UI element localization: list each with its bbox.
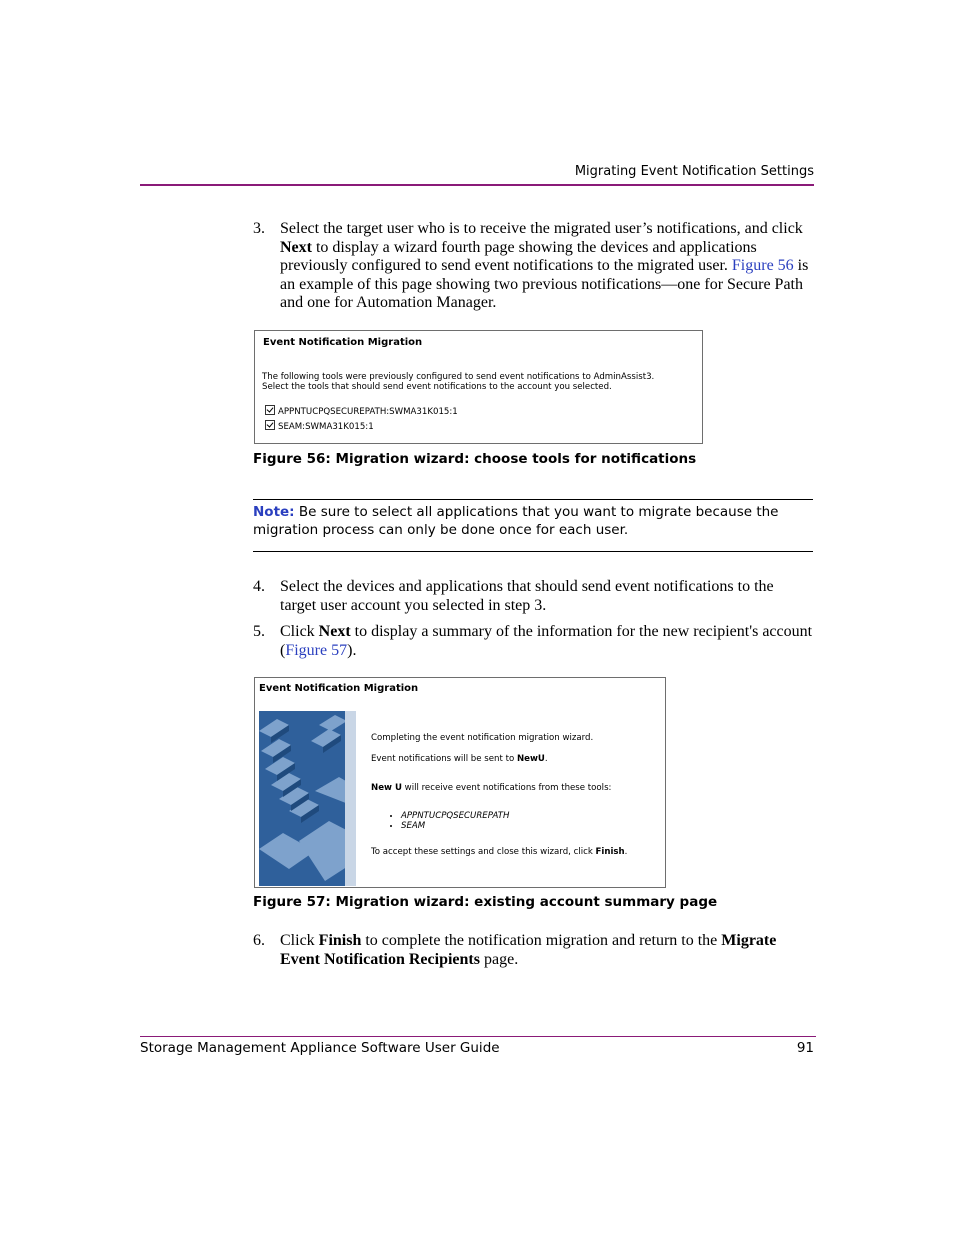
figure-56-link[interactable]: Figure 56 xyxy=(731,257,794,275)
wizard-intro-line: Select the tools that should send event notifications to the account you selected. xyxy=(262,382,612,392)
step-bold: Migrate Event Notification Recipients xyxy=(280,932,777,968)
page-number: 91 xyxy=(796,1040,814,1056)
wizard-intro-line: The following tools were previously configured to send event notifications to AdminAssist3. xyxy=(262,372,655,382)
summary-text: To accept these settings and close this wizard, click xyxy=(371,847,596,857)
summary-line: Completing the event notification migration wizard. xyxy=(371,733,594,743)
recipient-name: NewU xyxy=(516,754,545,764)
summary-line xyxy=(371,847,627,857)
figure-56-screenshot xyxy=(254,330,703,444)
tool-label: SEAM:SWMA31K015:1 xyxy=(278,422,374,432)
figure-57-caption: Figure 57: Migration wizard: existing account summary page xyxy=(253,894,718,910)
wizard-title: Event Notification Migration xyxy=(259,683,419,694)
recipient-name: New U xyxy=(371,783,402,793)
checkbox-checked-icon[interactable] xyxy=(265,405,275,415)
wizard-banner-image xyxy=(259,711,356,886)
step-text: Click xyxy=(280,932,319,949)
note xyxy=(253,504,813,539)
step-bold: Next xyxy=(280,238,312,256)
step-3 xyxy=(253,220,813,313)
tool-checkbox-row[interactable] xyxy=(265,405,458,417)
step-bold: Finish xyxy=(318,932,362,949)
tool-label: APPNTUCPQSECUREPATH:SWMA31K015:1 xyxy=(278,407,458,417)
tool-checkbox-row[interactable] xyxy=(265,420,374,432)
figure-57-link[interactable]: Figure 57 xyxy=(285,641,348,659)
note-bottom-rule xyxy=(253,551,813,552)
note-label: Note: xyxy=(253,504,295,520)
step-text: to complete the notification migration and return to the xyxy=(361,932,722,949)
tool-list xyxy=(371,811,509,832)
figure-56-caption: Figure 56: Migration wizard: choose tools for notifications xyxy=(253,451,697,467)
step-number: 3. xyxy=(253,220,265,237)
step-5 xyxy=(253,623,813,660)
stairs-graphic-icon xyxy=(259,711,356,886)
note-text: Be sure to select all applications that you want to migrate because the migration process can only be done once for each user. xyxy=(253,504,779,538)
note-top-rule xyxy=(253,499,813,500)
step-number: 6. xyxy=(253,932,265,949)
step-4 xyxy=(253,578,813,615)
step-text: Click xyxy=(280,623,319,640)
step-text: page. xyxy=(479,950,519,968)
figure-57-screenshot xyxy=(254,677,666,888)
header-rule xyxy=(140,184,814,186)
summary-text: will receive event notifications from these tools: xyxy=(401,783,612,793)
summary-text: . xyxy=(624,847,628,857)
step-number: 5. xyxy=(253,623,265,640)
summary-line xyxy=(371,754,548,764)
list-item: • APPNTUCPQSECUREPATH xyxy=(401,811,509,821)
summary-text: . xyxy=(544,754,548,764)
step-text: Select the target user who is to receive the migrated user’s notifications, and click xyxy=(280,220,803,237)
checkbox-checked-icon[interactable] xyxy=(265,420,275,430)
step-number: 4. xyxy=(253,578,265,595)
step-6 xyxy=(253,932,813,969)
footer-rule xyxy=(140,1036,816,1037)
wizard-title: Event Notification Migration xyxy=(263,337,423,348)
list-item: • SEAM xyxy=(401,821,509,831)
finish-word: Finish xyxy=(595,847,625,857)
footer-book-title: Storage Management Appliance Software User Guide xyxy=(140,1040,500,1056)
running-header: Migrating Event Notification Settings xyxy=(574,164,814,179)
step-text: is an example of this page showing two previous notifications—one for Secure Path and one for Automation Manager. xyxy=(280,257,809,312)
step-text: ). xyxy=(347,641,357,659)
step-bold: Next xyxy=(318,623,351,640)
summary-text: Event notifications will be sent to xyxy=(371,754,517,764)
step-text: Select the devices and applications that should send event notifications to the target user account you selected in step 3. xyxy=(280,578,774,614)
step-text: to display a wizard fourth page showing the devices and applications previously configured to send event notifications to the migrated user. xyxy=(280,238,757,275)
step-text: to display a summary of the information for the new recipient's account ( xyxy=(280,623,813,659)
summary-line xyxy=(371,783,611,793)
